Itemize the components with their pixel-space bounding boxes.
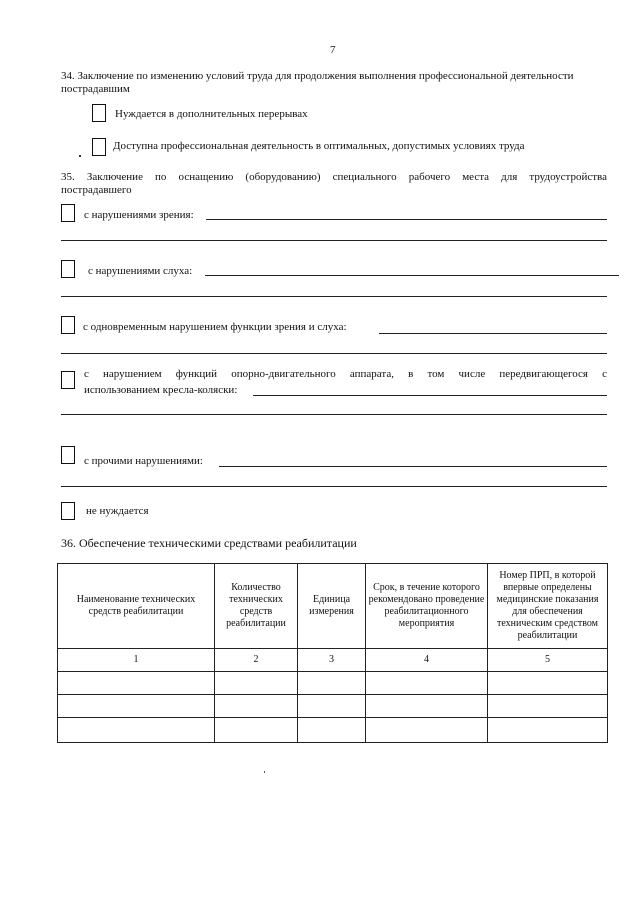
- option-work-available-label: Доступна профессиональная деятельность в оптимальных, допустимых условиях труда: [113, 140, 525, 152]
- table-number-row: [58, 649, 608, 672]
- fill-line-musculoskeletal-2[interactable]: [61, 414, 607, 415]
- table-row: [58, 695, 608, 718]
- fill-line-hearing-2[interactable]: [61, 296, 607, 297]
- page-number: 7: [330, 44, 336, 56]
- column-header: Единица измерения: [298, 564, 366, 649]
- section-36-heading: 36. Обеспечение техническими средствами реабилитации: [61, 536, 357, 550]
- table-cell[interactable]: [215, 695, 298, 718]
- table-row: [58, 672, 608, 695]
- column-number: 3: [298, 649, 366, 672]
- item-hearing-label: с нарушениями слуха:: [88, 265, 193, 277]
- item-musculoskeletal-label-line1: с нарушением функций опорно-двигательного аппарата, в том числе передвигающегося с: [84, 368, 607, 380]
- column-header: Количество технических средств реабилитации: [215, 564, 298, 649]
- column-header: Срок, в течение которого рекомендовано проведение реабилитационного мероприятия: [366, 564, 488, 649]
- fill-line-vision-2[interactable]: [61, 240, 607, 241]
- table-cell[interactable]: [298, 672, 366, 695]
- stray-mark: [264, 771, 265, 773]
- column-number: 1: [58, 649, 215, 672]
- table-cell[interactable]: [366, 695, 488, 718]
- checkbox-hearing[interactable]: [61, 260, 75, 278]
- item-vision-hearing-label: с одновременным нарушением функции зрения и слуха:: [83, 321, 347, 333]
- stray-mark: [79, 155, 81, 157]
- table-cell[interactable]: [366, 718, 488, 743]
- checkbox-additional-breaks[interactable]: [92, 104, 106, 122]
- table-cell[interactable]: [298, 695, 366, 718]
- checkbox-vision-hearing[interactable]: [61, 316, 75, 334]
- section-35-heading-line2: пострадавшего: [61, 184, 132, 196]
- column-number: 4: [366, 649, 488, 672]
- table-cell[interactable]: [215, 672, 298, 695]
- fill-line-musculoskeletal[interactable]: [253, 395, 607, 396]
- table-cell[interactable]: [488, 695, 608, 718]
- table-cell[interactable]: [58, 695, 215, 718]
- rehab-means-table: [57, 563, 608, 743]
- table-cell[interactable]: [488, 718, 608, 743]
- table-header-row: [58, 564, 608, 649]
- item-other-label: с прочими нарушениями:: [84, 455, 203, 467]
- item-not-needed-label: не нуждается: [86, 505, 149, 517]
- table-cell[interactable]: [58, 672, 215, 695]
- section-35-heading-line1: 35. Заключение по оснащению (оборудованию) специального рабочего места для трудоустройства: [61, 171, 607, 183]
- table-cell[interactable]: [58, 718, 215, 743]
- checkbox-not-needed[interactable]: [61, 502, 75, 520]
- option-additional-breaks-label: Нуждается в дополнительных перерывах: [115, 108, 308, 120]
- fill-line-hearing[interactable]: [205, 275, 619, 276]
- fill-line-other[interactable]: [219, 466, 607, 467]
- checkbox-other[interactable]: [61, 446, 75, 464]
- section-34-heading-line2: пострадавшим: [61, 83, 130, 95]
- fill-line-other-2[interactable]: [61, 486, 607, 487]
- table-cell[interactable]: [488, 672, 608, 695]
- fill-line-vision-hearing[interactable]: [379, 333, 607, 334]
- column-header: Наименование технических средств реабилитации: [58, 564, 215, 649]
- column-number: 2: [215, 649, 298, 672]
- table-row: [58, 718, 608, 743]
- fill-line-vision-hearing-2[interactable]: [61, 353, 607, 354]
- item-vision-label: с нарушениями зрения:: [84, 209, 194, 221]
- table-cell[interactable]: [215, 718, 298, 743]
- fill-line-vision[interactable]: [206, 219, 607, 220]
- section-34-heading-line1: 34. Заключение по изменению условий труда для продолжения выполнения профессиональной деятельности: [61, 70, 574, 82]
- checkbox-musculoskeletal[interactable]: [61, 371, 75, 389]
- item-musculoskeletal-label-line2: использованием кресла-коляски:: [84, 384, 238, 396]
- table-cell[interactable]: [298, 718, 366, 743]
- checkbox-work-available[interactable]: [92, 138, 106, 156]
- column-number: 5: [488, 649, 608, 672]
- column-header: Номер ПРП, в которой впервые определены медицинские показания для обеспечения техническим средством реабилитации: [488, 564, 608, 649]
- checkbox-vision[interactable]: [61, 204, 75, 222]
- table-cell[interactable]: [366, 672, 488, 695]
